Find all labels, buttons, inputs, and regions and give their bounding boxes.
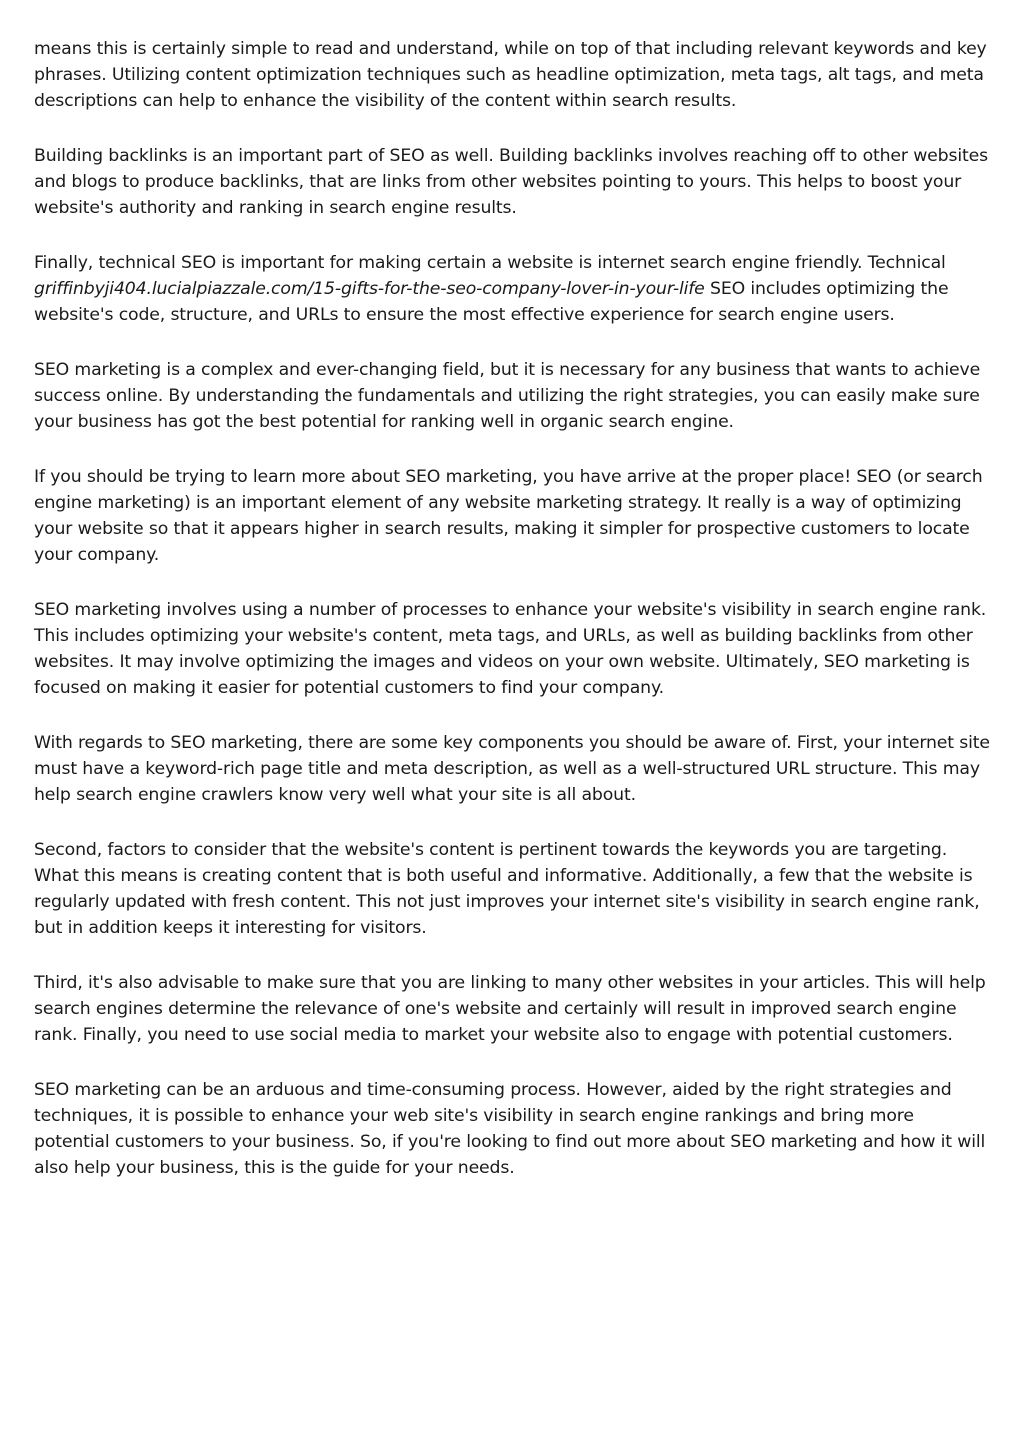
paragraph-pertinent-content: Second, factors to consider that the website's content is pertinent towards the keywords you are targeting. What this means is creating content that is both useful and informative. Additionally, a few that the website is regularly updated with fresh content. This not just improves your internet site's visibility in search engine rank, but in addition keeps it interesting for visitors. [34,840,980,938]
paragraph-conclusion: SEO marketing can be an arduous and time-consuming process. However, aided by the right strategies and techniques, it is possible to enhance your web site's visibility in search engine rankings and bring more potential customers to your business. So, if you're looking to find out more about SEO marketing and how it will also help your business, this is the guide for your needs. [34,1080,986,1178]
document-page [34,36,994,1210]
paragraph-key-components: With regards to SEO marketing, there are some key components you should be aware of. First, your internet site must have a keyword-rich page title and meta description, as well as a well-structured URL structure. This may help search engine crawlers know very well what your site is all about. [34,733,990,805]
paragraph-technical-seo-after: SEO includes optimizing the website's code, structure, and URLs to ensure the most effective experience for search engine users. [34,279,949,325]
paragraph-technical-seo [34,250,994,328]
paragraph-learn-more: If you should be trying to learn more about SEO marketing, you have arrive at the proper place! SEO (or search engine marketing) is an important element of any website marketing strategy. It really is a way of optimizing your website so that it appears higher in search results, making it simpler for prospective customers to locate your company. [34,467,983,565]
paragraph-content-optimization: means this is certainly simple to read and understand, while on top of that including relevant keywords and key phrases. Utilizing content optimization techniques such as headline optimization, meta tags, alt tags, and meta descriptions can help to enhance the visibility of the content within search results. [34,39,987,111]
paragraph-complex-field: SEO marketing is a complex and ever-changing field, but it is necessary for any business that wants to achieve success online. By understanding the fundamentals and utilizing the right strategies, you can easily make sure your business has got the best potential for ranking well in organic search engine. [34,360,981,432]
paragraph-linking: Third, it's also advisable to make sure that you are linking to many other websites in your articles. This will help search engines determine the relevance of one's website and certainly will result in improved search engine rank. Finally, you need to use social media to market your website also to engage with potential customers. [34,973,986,1045]
paragraph-backlinks: Building backlinks is an important part of SEO as well. Building backlinks involves reaching off to other websites and blogs to produce backlinks, that are links from other websites pointing to yours. This helps to boost your website's authority and ranking in search engine results. [34,146,988,218]
paragraph-technical-seo-before: Finally, technical SEO is important for making certain a website is internet search engine friendly. Technical [34,253,946,273]
inline-link[interactable]: griffinbyji404.lucialpiazzale.com/15-gifts-for-the-seo-company-lover-in-your-life [34,279,705,299]
paragraph-processes: SEO marketing involves using a number of processes to enhance your website's visibility in search engine rank. This includes optimizing your website's content, meta tags, and URLs, as well as building backlinks from other websites. It may involve optimizing the images and videos on your own website. Ultimately, SEO marketing is focused on making it easier for potential customers to find your company. [34,600,987,698]
